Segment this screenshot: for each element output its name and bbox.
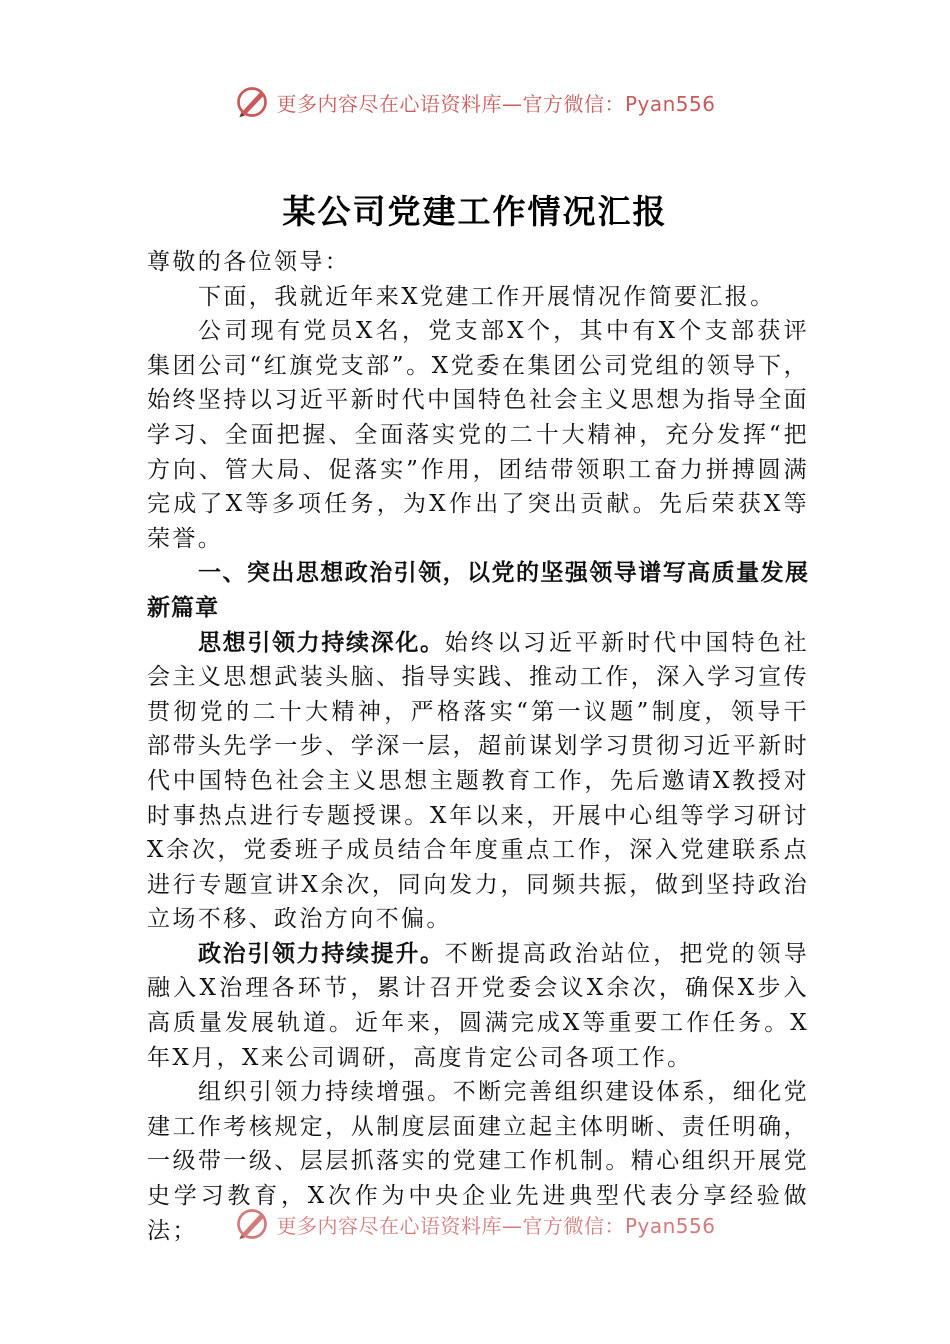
watermark-top <box>0 82 950 122</box>
pen-logo-icon <box>234 1206 270 1242</box>
watermark-text: 更多内容尽在心语资料库—官方微信：Pyan556 <box>276 1213 716 1238</box>
pen-logo-icon <box>234 84 270 120</box>
watermark-bottom <box>0 1204 950 1244</box>
section-heading: 一、突出思想政治引领，以党的坚强领导谱写高质量发展新篇章 <box>147 560 809 621</box>
paragraph-body: 始终以习近平新时代中国特色社会主义思想武装头脑、指导实践、推动工作，深入学习宣传贯彻党的二十大精神，严格落实“第一议题”制度，领导干部带头先学一步、学深一层，超前谋划学习贯彻习近平新时代中国特色社会主义思想主题教育工作，先后邀请X教授对时事热点进行专题授课。X年以来，开展中心组等学习研讨X余次，党委班子成员结合年度重点工作，深入党建联系点进行专题宣讲X余次，同向发力，同频共振，做到坚持政治立场不移、政治方向不偏。 <box>147 629 810 933</box>
watermark-text: 更多内容尽在心语资料库—官方微信：Pyan556 <box>276 91 716 116</box>
paragraph-thought-leadership <box>147 626 809 937</box>
paragraph-lead: 思想引领力持续深化。 <box>198 629 445 656</box>
paragraph-political-leadership <box>147 937 809 1075</box>
paragraph-body: 不断提高政治站位，把党的领导融入X治理各环节，累计召开党委会议X余次，确保X步入高质量发展轨道。近年来，圆满完成X等重要工作任务。X年X月，X来公司调研，高度肯定公司各项工作。 <box>147 940 810 1071</box>
document-title: 某公司党建工作情况汇报 <box>282 192 668 231</box>
overview-paragraph: 公司现有党员X名，党支部X个，其中有X个支部获评集团公司“红旗党支部”。X党委在集团公司党组的领导下，始终坚持以习近平新时代中国特色社会主义思想为指导全面学习、全面把握、全面落实党的二十大精神，充分发挥“把方向、管大局、促落实”作用，团结带领职工奋力拼搏圆满完成了X等多项任务，为X作出了突出贡献。先后荣获X等荣誉。 <box>147 318 809 552</box>
intro-paragraph: 下面，我就近年来X党建工作开展情况作简要汇报。 <box>198 283 776 310</box>
paragraph-lead: 政治引领力持续提升。 <box>198 940 445 967</box>
paragraph-organizational-leadership: 组织引领力持续增强。不断完善组织建设体系，细化党建工作考核规定，从制度层面建立起主体明晰、责任明确，一级带一级、层层抓落实的党建工作机制。精心组织开展党史学习教育，X次作为中央企业先进典型代表分享经验做法； <box>147 1079 809 1244</box>
salutation: 尊敬的各位领导： <box>147 249 351 275</box>
